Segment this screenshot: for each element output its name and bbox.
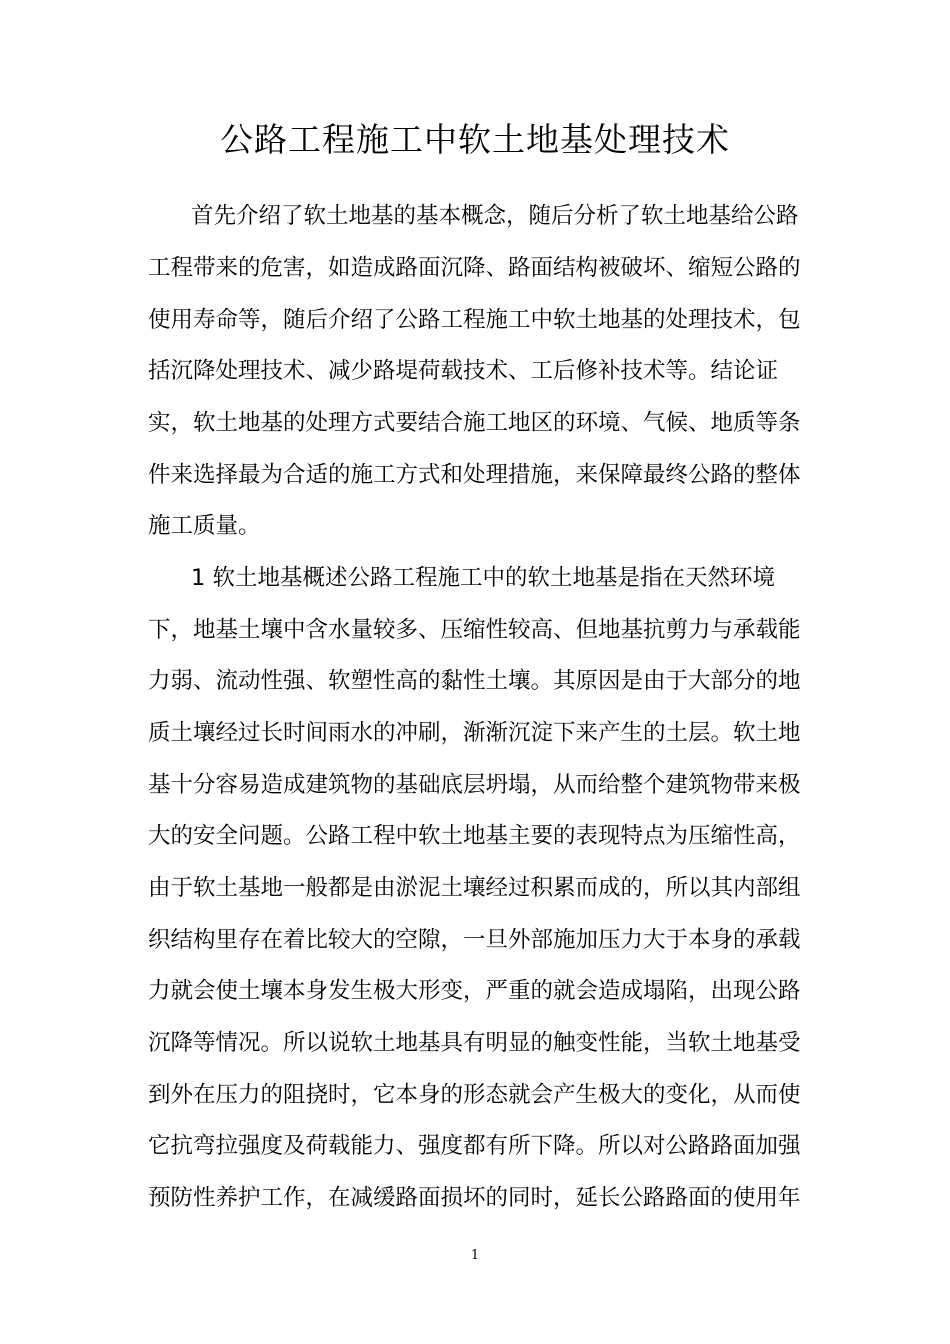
text-line: 力弱、流动性强、软塑性高的黏性土壤。其原因是由于大部分的地 xyxy=(148,668,801,694)
text-line: 使用寿命等，随后介绍了公路工程施工中软土地基的处理技术，包 xyxy=(148,307,801,333)
text-line: 质土壤经过长时间雨水的冲刷，渐渐沉淀下来产生的土层。软土地 xyxy=(148,720,801,746)
text-line: 1 软土地基概述公路工程施工中的软土地基是指在天然环境 xyxy=(191,565,775,591)
text-line: 施工质量。 xyxy=(148,513,261,539)
page-number: 1 xyxy=(470,1248,480,1263)
text-line: 到外在压力的阻挠时，它本身的形态就会产生极大的变化，从而使 xyxy=(148,1082,801,1108)
text-line: 它抗弯拉强度及荷载能力、强度都有所下降。所以对公路路面加强 xyxy=(148,1133,801,1159)
text-line: 基十分容易造成建筑物的基础底层坍塌，从而给整个建筑物带来极 xyxy=(148,772,801,798)
text-line: 实，软土地基的处理方式要结合施工地区的环境、气候、地质等条 xyxy=(148,410,801,436)
text-line: 首先介绍了软土地基的基本概念，随后分析了软土地基给公路 xyxy=(191,203,799,229)
text-line: 织结构里存在着比较大的空隙，一旦外部施加压力大于本身的承载 xyxy=(148,927,801,953)
text-line: 由于软土基地一般都是由淤泥土壤经过积累而成的，所以其内部组 xyxy=(148,875,801,901)
document-title: 公路工程施工中软土地基处理技术 xyxy=(220,120,730,159)
text-line: 沉降等情况。所以说软土地基具有明显的触变性能，当软土地基受 xyxy=(148,1030,801,1056)
text-line: 括沉降处理技术、减少路堤荷载技术、工后修补技术等。结论证 xyxy=(148,358,779,384)
text-line: 工程带来的危害，如造成路面沉降、路面结构被破坏、缩短公路的 xyxy=(148,255,801,281)
text-line: 大的安全问题。公路工程中软土地基主要的表现特点为压缩性高， xyxy=(148,823,801,849)
text-line: 件来选择最为合适的施工方式和处理措施，来保障最终公路的整体 xyxy=(148,462,801,488)
text-line: 力就会使土壤本身发生极大形变，严重的就会造成塌陷，出现公路 xyxy=(148,978,801,1004)
text-line: 预防性养护工作，在减缓路面损坏的同时，延长公路路面的使用年 xyxy=(148,1185,801,1211)
text-line: 下，地基土壤中含水量较多、压缩性较高、但地基抗剪力与承载能 xyxy=(148,617,801,643)
